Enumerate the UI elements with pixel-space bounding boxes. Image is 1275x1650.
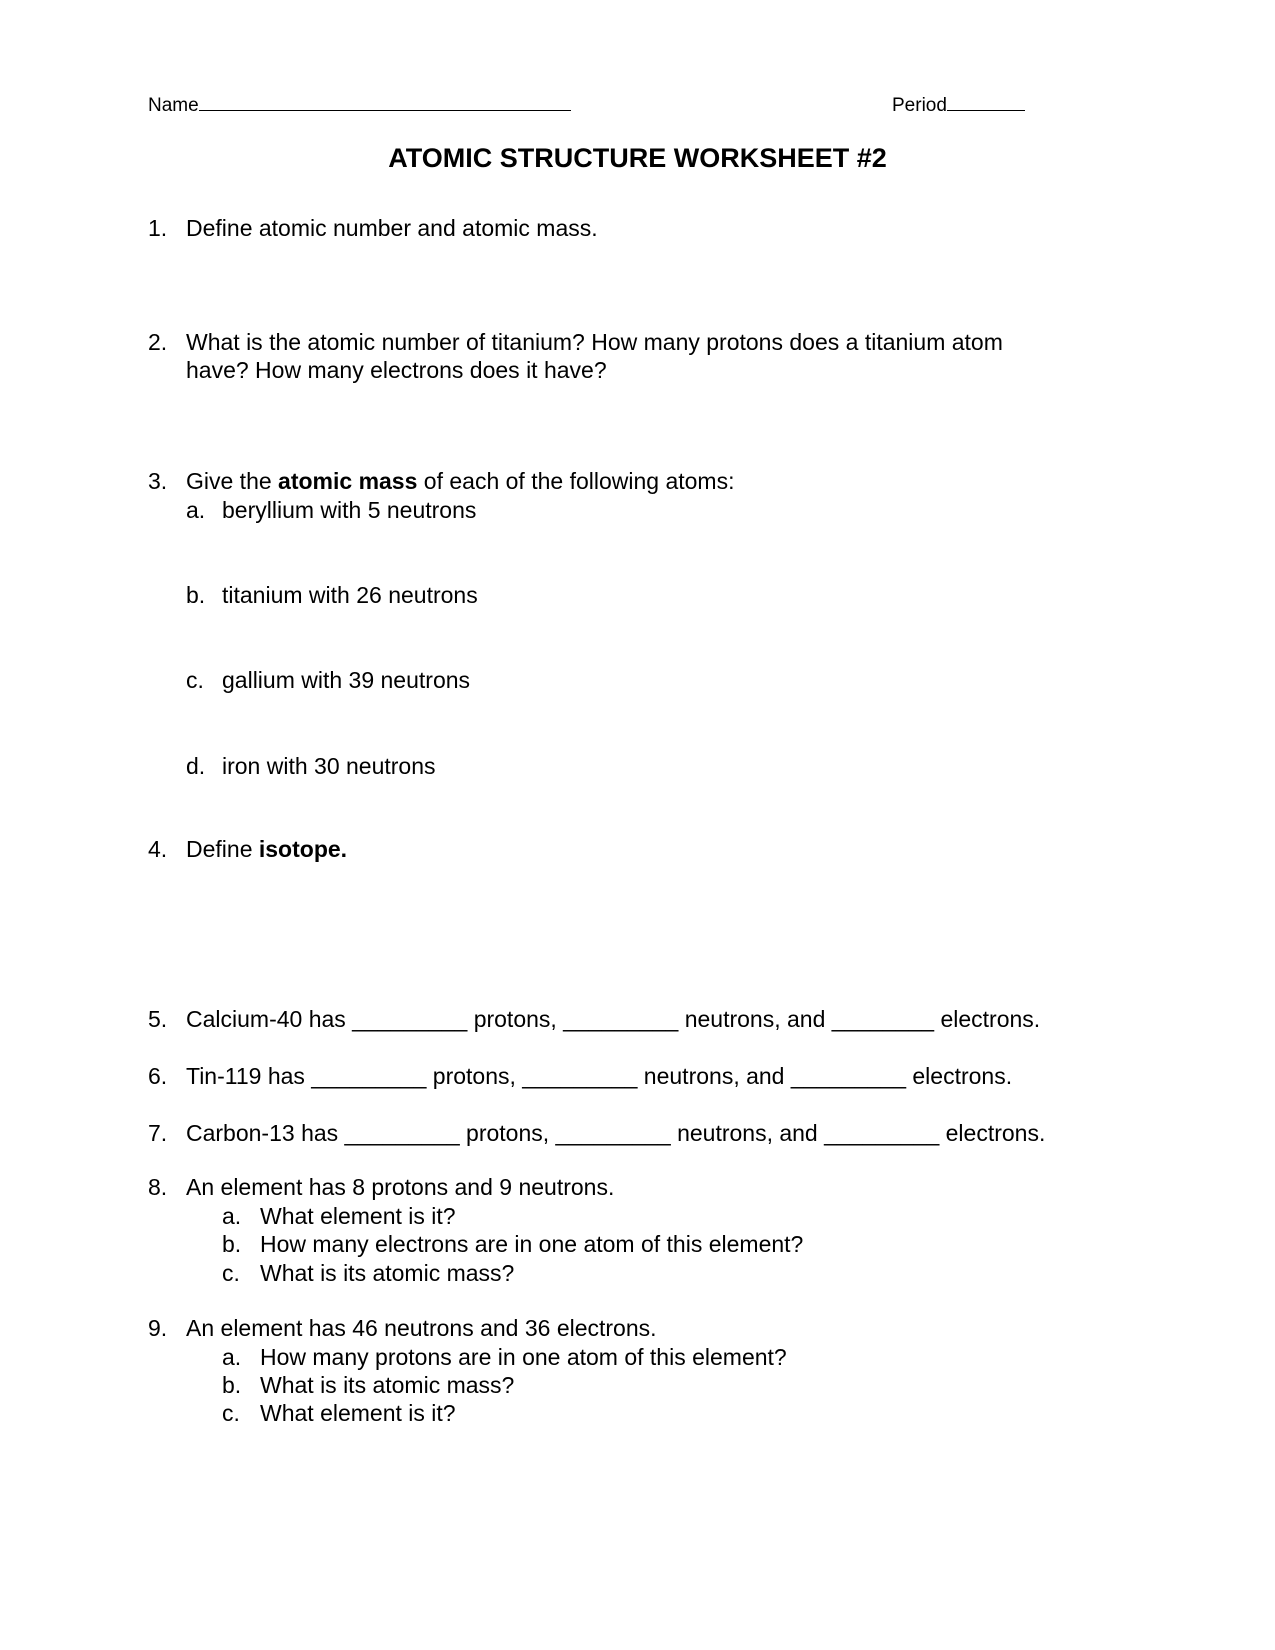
sub-item-label: b. bbox=[186, 582, 206, 608]
name-label: Name bbox=[148, 95, 199, 116]
question-text: Define isotope. bbox=[186, 836, 348, 862]
period-blank[interactable] bbox=[947, 109, 1025, 111]
question-text: An element has 46 neutrons and 36 electrons. bbox=[186, 1315, 657, 1341]
bold-term: isotope. bbox=[258, 836, 348, 862]
sub-item-text: titanium with 26 neutrons bbox=[222, 582, 478, 608]
sub-item-text: beryllium with 5 neutrons bbox=[222, 497, 477, 523]
period-field[interactable] bbox=[892, 95, 1025, 117]
question-number: 5. bbox=[148, 1006, 168, 1032]
bold-term: atomic mass bbox=[278, 468, 418, 494]
question-number: 1. bbox=[148, 215, 168, 241]
question-text: Define atomic number and atomic mass. bbox=[186, 215, 598, 241]
question-number: 9. bbox=[148, 1315, 168, 1341]
sub-item-text: How many electrons are in one atom of this element? bbox=[260, 1231, 804, 1257]
sub-item-label: b. bbox=[222, 1372, 242, 1398]
sub-item-label: a. bbox=[186, 497, 206, 523]
question-text: Give the atomic mass of each of the following atoms: bbox=[186, 468, 735, 494]
question-number: 3. bbox=[148, 468, 168, 494]
question-text: Carbon-13 has _________ protons, _________ neutrons, and _________ electrons. bbox=[186, 1120, 1046, 1146]
question-text: Tin-119 has _________ protons, _________ neutrons, and _________ electrons. bbox=[186, 1063, 1013, 1089]
question-number: 7. bbox=[148, 1120, 168, 1146]
question-number: 2. bbox=[148, 329, 168, 355]
sub-item-text: What is its atomic mass? bbox=[260, 1260, 515, 1286]
question-text: An element has 8 protons and 9 neutrons. bbox=[186, 1174, 615, 1200]
sub-item-text: How many protons are in one atom of this element? bbox=[260, 1344, 787, 1370]
name-field[interactable] bbox=[148, 95, 571, 117]
sub-item-label: c. bbox=[222, 1400, 240, 1426]
sub-item-text: What element is it? bbox=[260, 1400, 456, 1426]
question-number: 8. bbox=[148, 1174, 168, 1200]
question-text-line1: What is the atomic number of titanium? How many protons does a titanium atom bbox=[186, 329, 1003, 355]
question-number: 6. bbox=[148, 1063, 168, 1089]
sub-item-text: gallium with 39 neutrons bbox=[222, 667, 471, 693]
sub-item-label: c. bbox=[222, 1260, 240, 1286]
sub-item-text: What is its atomic mass? bbox=[260, 1372, 515, 1398]
sub-item-text: What element is it? bbox=[260, 1203, 456, 1229]
sub-item-label: a. bbox=[222, 1344, 242, 1370]
sub-item-label: d. bbox=[186, 753, 206, 779]
sub-item-label: b. bbox=[222, 1231, 242, 1257]
name-blank[interactable] bbox=[199, 109, 571, 111]
sub-item-text: iron with 30 neutrons bbox=[222, 753, 436, 779]
question-text-line2: have? How many electrons does it have? bbox=[186, 357, 607, 383]
page-title: ATOMIC STRUCTURE WORKSHEET #2 bbox=[388, 143, 887, 173]
sub-item-label: a. bbox=[222, 1203, 242, 1229]
period-label: Period bbox=[892, 95, 947, 116]
question-number: 4. bbox=[148, 836, 168, 862]
question-text: Calcium-40 has _________ protons, _________ neutrons, and ________ electrons. bbox=[186, 1006, 1041, 1032]
sub-item-label: c. bbox=[186, 667, 204, 693]
